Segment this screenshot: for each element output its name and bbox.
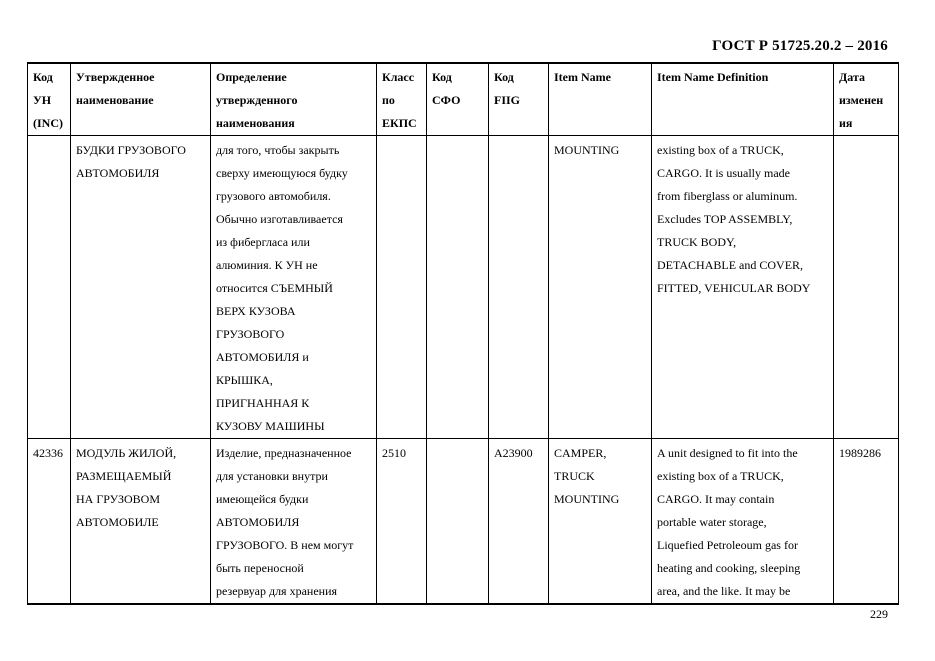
cell-text-line: portable water storage, bbox=[657, 515, 767, 529]
cell-text-line: ЕКПС bbox=[382, 116, 417, 130]
cell-definition bbox=[211, 136, 377, 439]
cell-text-line: Изделие, предназначенное bbox=[216, 446, 352, 460]
col-header-definition bbox=[211, 63, 377, 136]
cell-fiig-code bbox=[489, 439, 549, 605]
col-header-fsc-class bbox=[377, 63, 427, 136]
cell-inc bbox=[28, 439, 71, 605]
catalog-table bbox=[27, 62, 899, 605]
cell-text-line: для того, чтобы закрыть bbox=[216, 143, 340, 157]
cell-text-line: наименования bbox=[216, 116, 295, 130]
cell-item-name bbox=[549, 136, 652, 439]
cell-text-line: 42336 bbox=[33, 446, 63, 460]
cell-text-line: FIIG bbox=[494, 93, 521, 107]
cell-text-line: УН bbox=[33, 93, 52, 107]
table-header-row bbox=[28, 63, 899, 136]
cell-text-line: Дата bbox=[839, 70, 865, 84]
cell-text-line: КРЫШКА, bbox=[216, 373, 273, 387]
cell-text-line: Код bbox=[494, 70, 514, 84]
cell-text-line: Item Name Definition bbox=[657, 70, 769, 84]
cell-text-line: TRUCK bbox=[554, 469, 595, 483]
cell-text-line: Определение bbox=[216, 70, 287, 84]
cell-text-line: Обычно изготавливается bbox=[216, 212, 343, 226]
cell-text-line: НА ГРУЗОВОМ bbox=[76, 492, 160, 506]
cell-text-line: heating and cooking, sleeping bbox=[657, 561, 801, 575]
cell-text-line: TRUCK BODY, bbox=[657, 235, 737, 249]
cell-text-line: CAMPER, bbox=[554, 446, 607, 460]
cell-fiig-code bbox=[489, 136, 549, 439]
cell-text-line: Excludes TOP ASSEMBLY, bbox=[657, 212, 793, 226]
cell-text-line: БУДКИ ГРУЗОВОГО bbox=[76, 143, 186, 157]
cell-text-line: existing box of a TRUCK, bbox=[657, 469, 784, 483]
cell-definition bbox=[211, 439, 377, 605]
cell-sfo-code bbox=[427, 136, 489, 439]
cell-approved-name bbox=[71, 439, 211, 605]
col-header-fiig-code bbox=[489, 63, 549, 136]
cell-text-line: Утвержденное bbox=[76, 70, 155, 84]
cell-change-date bbox=[834, 439, 899, 605]
cell-text-line: АВТОМОБИЛЕ bbox=[76, 515, 159, 529]
cell-text-line: СФО bbox=[432, 93, 461, 107]
cell-text-line: Класс bbox=[382, 70, 415, 84]
cell-text-line: АВТОМОБИЛЯ и bbox=[216, 350, 309, 364]
cell-text-line: 2510 bbox=[382, 446, 406, 460]
cell-text-line: РАЗМЕЩАЕМЫЙ bbox=[76, 469, 172, 483]
cell-text-line: existing box of a TRUCK, bbox=[657, 143, 784, 157]
cell-text-line: резервуар для хранения bbox=[216, 584, 338, 598]
cell-text-line: МОДУЛЬ ЖИЛОЙ, bbox=[76, 446, 177, 460]
cell-item-name-definition bbox=[652, 439, 834, 605]
cell-text-line: from fiberglass or aluminum. bbox=[657, 189, 798, 203]
cell-text-line: Liquefied Petroleoum gas for bbox=[657, 538, 798, 552]
cell-fsc-class bbox=[377, 136, 427, 439]
col-header-approved-name bbox=[71, 63, 211, 136]
cell-text-line: (INC) bbox=[33, 116, 63, 130]
cell-text-line: A unit designed to fit into the bbox=[657, 446, 798, 460]
cell-text-line: 1989286 bbox=[839, 446, 881, 460]
cell-text-line: грузового автомобиля. bbox=[216, 189, 331, 203]
cell-text-line: изменен bbox=[839, 93, 884, 107]
cell-text-line: Код bbox=[33, 70, 53, 84]
cell-text-line: по bbox=[382, 93, 395, 107]
cell-inc bbox=[28, 136, 71, 439]
page-number: 229 bbox=[870, 607, 888, 621]
cell-text-line: АВТОМОБИЛЯ bbox=[76, 166, 160, 180]
cell-text-line: Код bbox=[432, 70, 452, 84]
cell-text-line: быть переносной bbox=[216, 561, 304, 575]
cell-text-line: CARGO. It is usually made bbox=[657, 166, 790, 180]
cell-text-line: ГРУЗОВОГО. В нем могут bbox=[216, 538, 354, 552]
cell-text-line: для установки внутри bbox=[216, 469, 328, 483]
cell-change-date bbox=[834, 136, 899, 439]
table-row bbox=[28, 439, 899, 605]
cell-item-name bbox=[549, 439, 652, 605]
cell-text-line: CARGO. It may contain bbox=[657, 492, 775, 506]
cell-text-line: КУЗОВУ МАШИНЫ bbox=[216, 419, 325, 433]
cell-text-line: из фибергласа или bbox=[216, 235, 310, 249]
cell-text-line: утвержденного bbox=[216, 93, 298, 107]
cell-text-line: DETACHABLE and COVER, bbox=[657, 258, 804, 272]
cell-text-line: ПРИГНАННАЯ К bbox=[216, 396, 310, 410]
document-header: ГОСТ Р 51725.20.2 – 2016 bbox=[712, 38, 888, 54]
cell-text-line: ГРУЗОВОГО bbox=[216, 327, 285, 341]
table-row bbox=[28, 136, 899, 439]
cell-item-name-definition bbox=[652, 136, 834, 439]
col-header-item-name bbox=[549, 63, 652, 136]
cell-approved-name bbox=[71, 136, 211, 439]
cell-text-line: ВЕРХ КУЗОВА bbox=[216, 304, 296, 318]
col-header-item-name-definition bbox=[652, 63, 834, 136]
cell-text-line: сверху имеющуюся будку bbox=[216, 166, 348, 180]
cell-sfo-code bbox=[427, 439, 489, 605]
cell-text-line: ия bbox=[839, 116, 853, 130]
cell-text-line: имеющейся будки bbox=[216, 492, 309, 506]
cell-text-line: area, and the like. It may be bbox=[657, 584, 791, 598]
cell-text-line: MOUNTING bbox=[554, 492, 620, 506]
col-header-change-date bbox=[834, 63, 899, 136]
cell-text-line: относится СЪЕМНЫЙ bbox=[216, 281, 333, 295]
cell-text-line: алюминия. К УН не bbox=[216, 258, 318, 272]
cell-text-line: MOUNTING bbox=[554, 143, 620, 157]
col-header-inc bbox=[28, 63, 71, 136]
cell-text-line: A23900 bbox=[494, 446, 533, 460]
cell-text-line: АВТОМОБИЛЯ bbox=[216, 515, 300, 529]
cell-text-line: наименование bbox=[76, 93, 154, 107]
cell-fsc-class bbox=[377, 439, 427, 605]
cell-text-line: Item Name bbox=[554, 70, 611, 84]
cell-text-line: FITTED, VEHICULAR BODY bbox=[657, 281, 811, 295]
col-header-sfo-code bbox=[427, 63, 489, 136]
